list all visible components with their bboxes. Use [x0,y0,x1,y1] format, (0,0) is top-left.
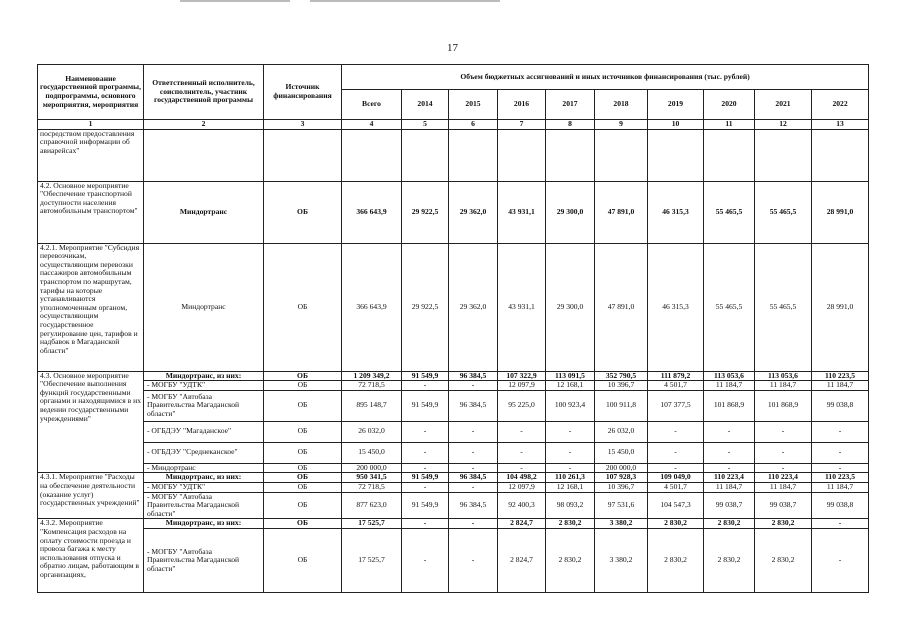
value-cell: - [704,442,755,463]
value-cell: 2 830,2 [704,519,755,529]
activity-name: посредством предоставления справочной информации об авиарейсах" [38,129,144,181]
activity-name: 4.3. Основное мероприятие "Обеспечение выполнения функций государственными органами и находящимися в их ведении государственными учреждениями" [38,371,144,473]
source-cell: ОБ [264,442,342,463]
value-cell: 28 991,0 [812,243,869,371]
column-index: 3 [264,120,342,130]
executor-cell: Миндортранс [144,181,264,243]
table-row [38,181,869,243]
value-cell: 107 377,5 [648,390,704,421]
source-cell: ОБ [264,181,342,243]
value-cell [342,129,402,181]
column-index: 1 [38,120,144,130]
value-cell: 200 000,0 [342,463,402,473]
executor-cell: Миндортранс, из них: [144,371,264,381]
source-cell: ОБ [264,519,342,529]
value-cell: 99 038,8 [812,492,869,519]
value-cell: 12 097,9 [498,381,546,391]
executor-cell: Миндортранс, из них: [144,473,264,483]
value-cell: 11 184,7 [812,482,869,492]
year-header: 2015 [449,90,498,120]
value-cell: 99 038,8 [812,390,869,421]
table-row [38,381,869,391]
value-cell: 43 931,1 [498,243,546,371]
value-cell: 96 384,5 [449,390,498,421]
value-cell: - [704,463,755,473]
value-cell: 4 501,7 [648,381,704,391]
value-cell: - [402,463,449,473]
value-cell: 104 498,2 [498,473,546,483]
budget-table [37,64,869,593]
year-header: 2017 [546,90,595,120]
value-cell: - [812,421,869,442]
value-cell: 4 501,7 [648,482,704,492]
value-cell: 366 643,9 [342,243,402,371]
year-header: 2016 [498,90,546,120]
table-row [38,421,869,442]
column-index: 11 [704,120,755,130]
scan-artifact [180,0,290,2]
value-cell: 877 623,0 [342,492,402,519]
value-cell: - [498,442,546,463]
executor-cell: - ОГБДЭУ "Среднеканское" [144,442,264,463]
value-cell: 29 300,0 [546,181,595,243]
source-cell: ОБ [264,492,342,519]
value-cell: - [449,519,498,529]
value-cell: 91 549,9 [402,371,449,381]
value-cell: 100 923,4 [546,390,595,421]
source-cell: ОБ [264,473,342,483]
activity-name: 4.3.1. Мероприятие "Расходы на обеспечение деятельности (оказание услуг) государственных учреждений" [38,473,144,519]
value-cell: 28 991,0 [812,181,869,243]
table-row [38,528,869,592]
value-cell: 110 223,5 [812,473,869,483]
column-index: 9 [595,120,648,130]
value-cell: - [449,442,498,463]
value-cell: 96 384,5 [449,371,498,381]
column-index: 10 [648,120,704,130]
table-row [38,390,869,421]
value-cell: 55 465,5 [704,243,755,371]
value-cell: 91 549,9 [402,390,449,421]
value-cell: 10 396,7 [595,381,648,391]
value-cell: - [449,381,498,391]
value-cell: 91 549,9 [402,492,449,519]
column-index: 12 [755,120,812,130]
year-header: Всего [342,90,402,120]
activity-name: 4.2.1. Мероприятие "Субсидия перевозчикам, осуществляющим перевозки пассажиров автомобильным транспортом по маршрутам, тарифы на которые устанавливаются уполномоченным органом, осуществляющим государственное регулирование цен, тарифов и надбавок в Магаданской области" [38,243,144,371]
value-cell: 55 465,5 [755,243,812,371]
value-cell: - [402,519,449,529]
value-cell: - [402,421,449,442]
value-cell: 99 038,7 [704,492,755,519]
col-header-funding: Объем бюджетных ассигнований и иных источников финансирования (тыс. рублей) [342,65,869,90]
value-cell: 110 223,4 [704,473,755,483]
source-cell: ОБ [264,371,342,381]
value-cell: 352 790,5 [595,371,648,381]
col-header-executor: Ответственный исполнитель, соисполнитель, участник государственной программы [144,65,264,120]
value-cell: 113 053,6 [755,371,812,381]
value-cell: - [449,463,498,473]
value-cell: 2 830,2 [704,528,755,592]
value-cell: - [449,528,498,592]
source-cell: ОБ [264,482,342,492]
value-cell: 113 053,6 [704,371,755,381]
executor-cell [144,129,264,181]
table-row [38,371,869,381]
value-cell: 99 038,7 [755,492,812,519]
year-header: 2018 [595,90,648,120]
value-cell: 2 830,2 [546,519,595,529]
value-cell: 95 225,0 [498,390,546,421]
value-cell: 110 223,5 [812,371,869,381]
value-cell [402,129,449,181]
value-cell: 29 362,0 [449,243,498,371]
value-cell: 47 891,0 [595,181,648,243]
value-cell: - [546,421,595,442]
value-cell: 97 531,6 [595,492,648,519]
value-cell: 72 718,5 [342,381,402,391]
column-index: 6 [449,120,498,130]
source-cell: ОБ [264,243,342,371]
value-cell: - [402,528,449,592]
value-cell: 11 184,7 [704,381,755,391]
value-cell: 110 223,4 [755,473,812,483]
col-header-source: Источник финансирования [264,65,342,120]
value-cell: 91 549,9 [402,473,449,483]
value-cell: 46 315,3 [648,243,704,371]
value-cell: 109 049,0 [648,473,704,483]
value-cell: - [812,463,869,473]
column-index: 2 [144,120,264,130]
source-cell: ОБ [264,421,342,442]
value-cell: 72 718,5 [342,482,402,492]
value-cell: 2 830,2 [546,528,595,592]
column-index: 7 [498,120,546,130]
activity-name: 4.3.2. Мероприятие "Компенсация расходов на оплату стоимости проезда и провоза багажа к месту использования отпуска и обратно лицам, работающим в организациях, [38,519,144,593]
column-index: 5 [402,120,449,130]
value-cell: 2 830,2 [648,519,704,529]
column-index: 4 [342,120,402,130]
value-cell: 11 184,7 [812,381,869,391]
activity-name: 4.2. Основное мероприятие "Обеспечение транспортной доступности населения автомобильным транспортом" [38,181,144,243]
value-cell: 11 184,7 [704,482,755,492]
value-cell: 10 396,7 [595,482,648,492]
executor-cell: Миндортранс [144,243,264,371]
executor-cell: - МОГБУ "Автобаза Правительства Магаданской области" [144,492,264,519]
source-cell [264,129,342,181]
value-cell: 1 209 349,2 [342,371,402,381]
value-cell: 12 097,9 [498,482,546,492]
table-row [38,463,869,473]
value-cell: 3 380,2 [595,519,648,529]
value-cell: - [449,421,498,442]
value-cell: 3 380,2 [595,528,648,592]
value-cell: 12 168,1 [546,482,595,492]
table-row [38,129,869,181]
value-cell: 12 168,1 [546,381,595,391]
executor-cell: Миндортранс, из них: [144,519,264,529]
value-cell: - [812,528,869,592]
value-cell: 43 931,1 [498,181,546,243]
value-cell: 2 824,7 [498,528,546,592]
value-cell: 92 400,3 [498,492,546,519]
value-cell [546,129,595,181]
value-cell: 29 362,0 [449,181,498,243]
source-cell: ОБ [264,463,342,473]
value-cell: - [402,381,449,391]
value-cell: 55 465,5 [755,181,812,243]
value-cell: 104 547,3 [648,492,704,519]
value-cell: - [812,519,869,529]
value-cell: 366 643,9 [342,181,402,243]
value-cell: - [546,463,595,473]
value-cell: 96 384,5 [449,492,498,519]
value-cell: 29 922,5 [402,243,449,371]
year-header: 2019 [648,90,704,120]
table-row [38,473,869,483]
value-cell [498,129,546,181]
value-cell: 200 000,0 [595,463,648,473]
table-row [38,519,869,529]
value-cell: 11 184,7 [755,381,812,391]
value-cell: 113 091,5 [546,371,595,381]
executor-cell: - МОГБУ "УДТК" [144,381,264,391]
value-cell: 47 891,0 [595,243,648,371]
value-cell: - [648,463,704,473]
value-cell: 98 093,2 [546,492,595,519]
value-cell: - [755,463,812,473]
value-cell: - [402,442,449,463]
value-cell: 96 384,5 [449,473,498,483]
value-cell: 2 830,2 [755,528,812,592]
executor-cell: - МОГБУ "Автобаза Правительства Магаданской области" [144,528,264,592]
executor-cell: - ОГБДЭУ "Магаданское" [144,421,264,442]
column-index: 8 [546,120,595,130]
col-header-name: Наименование государственной программы, подпрограммы, основного мероприятия, мероприятия [38,65,144,120]
value-cell [449,129,498,181]
value-cell: 46 315,3 [648,181,704,243]
source-cell: ОБ [264,381,342,391]
column-index: 13 [812,120,869,130]
value-cell: - [498,463,546,473]
value-cell: - [546,442,595,463]
table-row [38,243,869,371]
value-cell [595,129,648,181]
value-cell: 950 341,5 [342,473,402,483]
value-cell: - [755,442,812,463]
value-cell: 15 450,0 [342,442,402,463]
value-cell: - [755,421,812,442]
value-cell: - [402,482,449,492]
table-row [38,492,869,519]
value-cell: 11 184,7 [755,482,812,492]
value-cell: - [498,421,546,442]
value-cell [704,129,755,181]
value-cell: - [704,421,755,442]
value-cell: 26 032,0 [342,421,402,442]
value-cell: 100 911,8 [595,390,648,421]
scan-artifact [310,0,500,2]
source-cell: ОБ [264,390,342,421]
value-cell: 2 830,2 [648,528,704,592]
executor-cell: - Миндортранс [144,463,264,473]
value-cell: 895 148,7 [342,390,402,421]
year-header: 2014 [402,90,449,120]
value-cell: 101 868,9 [704,390,755,421]
value-cell: 111 879,2 [648,371,704,381]
value-cell: 110 261,3 [546,473,595,483]
table-row [38,442,869,463]
value-cell [755,129,812,181]
value-cell: 101 868,9 [755,390,812,421]
value-cell: 26 032,0 [595,421,648,442]
value-cell: 2 830,2 [755,519,812,529]
value-cell: 17 525,7 [342,528,402,592]
value-cell: 107 928,3 [595,473,648,483]
value-cell: - [812,442,869,463]
value-cell: 55 465,5 [704,181,755,243]
value-cell: 107 322,9 [498,371,546,381]
source-cell: ОБ [264,528,342,592]
year-header: 2020 [704,90,755,120]
year-header: 2022 [812,90,869,120]
year-header: 2021 [755,90,812,120]
value-cell: - [449,482,498,492]
value-cell: - [648,421,704,442]
value-cell: 29 300,0 [546,243,595,371]
page-number: 17 [447,42,458,54]
value-cell: 29 922,5 [402,181,449,243]
table-row [38,482,869,492]
executor-cell: - МОГБУ "УДТК" [144,482,264,492]
value-cell [648,129,704,181]
value-cell: - [648,442,704,463]
value-cell: 17 525,7 [342,519,402,529]
value-cell [812,129,869,181]
executor-cell: - МОГБУ "Автобаза Правительства Магаданской области" [144,390,264,421]
value-cell: 2 824,7 [498,519,546,529]
value-cell: 15 450,0 [595,442,648,463]
